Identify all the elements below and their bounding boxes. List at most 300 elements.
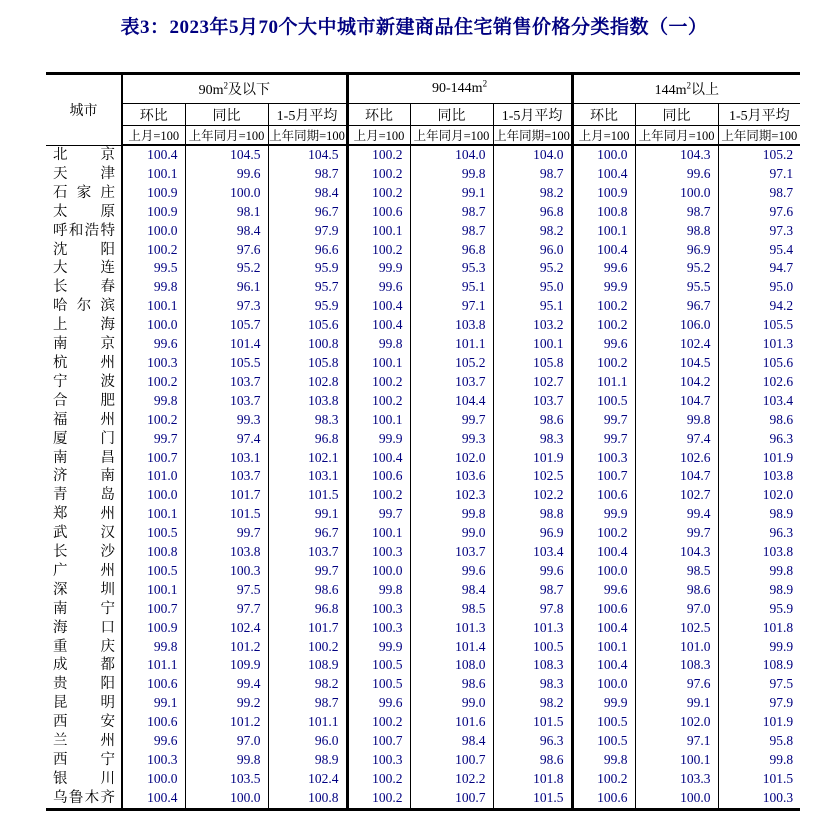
index-value: 100.2	[347, 165, 410, 184]
index-value: 97.1	[635, 732, 718, 751]
index-value: 98.7	[493, 165, 572, 184]
index-value: 97.6	[185, 241, 268, 260]
index-value: 100.7	[572, 467, 635, 486]
index-value: 97.6	[635, 675, 718, 694]
index-value: 99.7	[410, 411, 493, 430]
city-name: 哈尔滨	[53, 298, 115, 315]
table-row	[46, 789, 800, 809]
index-value: 95.1	[493, 297, 572, 316]
index-value: 98.7	[410, 222, 493, 241]
table-row	[46, 524, 800, 543]
city-name: 北京	[53, 146, 115, 163]
superscript: 2	[686, 80, 691, 91]
city-name: 银川	[53, 770, 115, 787]
index-value: 105.7	[185, 316, 268, 335]
table-row	[46, 467, 800, 486]
index-value: 100.7	[347, 732, 410, 751]
index-value: 100.4	[572, 656, 635, 675]
index-value: 99.0	[410, 694, 493, 713]
index-value: 98.4	[268, 184, 347, 203]
group-label-text: 90-144m	[432, 81, 483, 96]
subheader-yoy: 同比	[185, 104, 268, 126]
index-value: 99.4	[185, 675, 268, 694]
index-value: 99.6	[572, 581, 635, 600]
index-value: 102.4	[635, 335, 718, 354]
table-row	[46, 316, 800, 335]
index-value: 104.7	[635, 467, 718, 486]
city-name: 上海	[53, 317, 115, 334]
index-value: 103.4	[493, 543, 572, 562]
index-value: 100.7	[122, 600, 185, 619]
index-value: 96.8	[268, 430, 347, 449]
city-name: 杭州	[53, 354, 115, 371]
index-value: 100.2	[268, 638, 347, 657]
index-value: 102.8	[268, 373, 347, 392]
index-value: 99.4	[635, 505, 718, 524]
index-value: 101.5	[718, 770, 800, 789]
base-header-same-period-last-year: 上年同期=100	[268, 126, 347, 146]
index-value: 101.1	[410, 335, 493, 354]
index-value: 100.1	[347, 524, 410, 543]
superscript: 2	[482, 78, 488, 89]
index-value: 101.1	[572, 373, 635, 392]
index-value: 99.0	[410, 524, 493, 543]
index-value: 102.5	[493, 467, 572, 486]
index-value: 100.3	[347, 619, 410, 638]
index-value: 101.5	[185, 505, 268, 524]
index-value: 100.5	[122, 524, 185, 543]
index-value: 99.8	[122, 392, 185, 411]
index-value: 105.5	[185, 354, 268, 373]
index-value: 97.9	[268, 222, 347, 241]
city-name: 呼和浩特	[53, 222, 115, 239]
index-value: 98.7	[635, 203, 718, 222]
index-value: 100.3	[122, 354, 185, 373]
city-name: 昆明	[53, 695, 115, 712]
table-row	[46, 600, 800, 619]
index-value: 100.1	[347, 222, 410, 241]
index-value: 100.1	[347, 354, 410, 373]
table-row	[46, 656, 800, 675]
index-value: 100.3	[572, 449, 635, 468]
city-name: 成都	[53, 657, 115, 674]
table-row	[46, 619, 800, 638]
index-value: 104.0	[410, 145, 493, 165]
index-value: 96.8	[493, 203, 572, 222]
city-name: 南昌	[53, 449, 115, 466]
index-value: 102.0	[718, 486, 800, 505]
table-row	[46, 145, 800, 165]
index-value: 98.7	[410, 203, 493, 222]
index-value: 104.4	[410, 392, 493, 411]
index-value: 100.6	[572, 600, 635, 619]
index-value: 103.7	[185, 373, 268, 392]
base-header-same-period-last-year: 上年同期=100	[493, 126, 572, 146]
index-value: 99.9	[718, 638, 800, 657]
index-value: 100.4	[347, 297, 410, 316]
header-row-metrics	[46, 104, 800, 126]
index-value: 100.1	[572, 638, 635, 657]
index-value: 100.2	[347, 770, 410, 789]
index-value: 94.2	[718, 297, 800, 316]
index-value: 102.0	[410, 449, 493, 468]
group-label-text: 以上	[691, 83, 719, 98]
index-value: 100.2	[122, 411, 185, 430]
index-value: 99.3	[410, 430, 493, 449]
index-value: 99.9	[572, 694, 635, 713]
index-value: 101.6	[410, 713, 493, 732]
index-value: 99.9	[572, 278, 635, 297]
index-value: 98.6	[493, 411, 572, 430]
index-value: 96.7	[635, 297, 718, 316]
index-value: 100.6	[347, 467, 410, 486]
index-value: 95.9	[718, 600, 800, 619]
index-value: 100.1	[493, 335, 572, 354]
city-name: 石家庄	[53, 184, 115, 201]
table-row	[46, 713, 800, 732]
index-value: 101.7	[185, 486, 268, 505]
index-value: 103.8	[718, 467, 800, 486]
index-value: 101.3	[718, 335, 800, 354]
index-value: 97.5	[718, 675, 800, 694]
index-value: 104.5	[268, 145, 347, 165]
index-value: 100.9	[122, 203, 185, 222]
index-value: 100.1	[122, 165, 185, 184]
index-value: 104.7	[635, 392, 718, 411]
index-value: 103.1	[268, 467, 347, 486]
index-value: 99.9	[347, 638, 410, 657]
index-value: 104.3	[635, 543, 718, 562]
index-value: 103.8	[268, 392, 347, 411]
index-value: 96.1	[185, 278, 268, 297]
group-header-90-and-below	[122, 74, 347, 104]
index-value: 95.9	[268, 297, 347, 316]
index-value: 102.6	[635, 449, 718, 468]
index-value: 96.7	[268, 203, 347, 222]
index-value: 101.8	[718, 619, 800, 638]
index-value: 100.0	[635, 789, 718, 809]
index-value: 99.6	[493, 562, 572, 581]
group-label-text: 144m	[654, 83, 687, 98]
index-value: 98.6	[718, 411, 800, 430]
index-value: 98.7	[493, 581, 572, 600]
index-value: 99.8	[635, 411, 718, 430]
index-value: 100.8	[572, 203, 635, 222]
index-value: 98.2	[493, 222, 572, 241]
table-row	[46, 694, 800, 713]
index-value: 98.3	[493, 675, 572, 694]
index-value: 100.8	[268, 789, 347, 809]
city-name: 西安	[53, 714, 115, 731]
index-value: 98.8	[635, 222, 718, 241]
index-value: 100.7	[122, 449, 185, 468]
index-value: 101.1	[122, 656, 185, 675]
index-value: 95.8	[718, 732, 800, 751]
city-name: 太原	[53, 203, 115, 220]
index-value: 100.2	[347, 789, 410, 809]
city-name: 海口	[53, 619, 115, 636]
group-header-144-above	[572, 74, 800, 104]
table-row	[46, 297, 800, 316]
group-label-text: 90m	[198, 83, 224, 98]
index-value: 99.1	[268, 505, 347, 524]
index-value: 100.0	[185, 789, 268, 809]
index-value: 102.5	[635, 619, 718, 638]
index-value: 99.7	[572, 430, 635, 449]
index-value: 100.2	[572, 524, 635, 543]
superscript: 2	[223, 80, 228, 91]
index-value: 97.5	[185, 581, 268, 600]
index-value: 97.3	[718, 222, 800, 241]
city-name: 重庆	[53, 638, 115, 655]
index-value: 102.0	[635, 713, 718, 732]
index-value: 99.8	[185, 751, 268, 770]
base-header-prev-month: 上月=100	[572, 126, 635, 146]
index-value: 100.5	[122, 562, 185, 581]
index-value: 99.8	[718, 751, 800, 770]
index-value: 104.3	[635, 145, 718, 165]
index-value: 101.3	[493, 619, 572, 638]
city-name: 乌鲁木齐	[53, 789, 115, 806]
index-value: 103.2	[493, 316, 572, 335]
index-value: 105.8	[493, 354, 572, 373]
table-row	[46, 411, 800, 430]
index-value: 97.4	[635, 430, 718, 449]
index-value: 104.2	[635, 373, 718, 392]
index-value: 99.6	[572, 335, 635, 354]
index-value: 101.4	[410, 638, 493, 657]
index-value: 100.7	[410, 789, 493, 809]
city-name: 长沙	[53, 544, 115, 561]
table-row	[46, 165, 800, 184]
index-value: 101.0	[635, 638, 718, 657]
index-value: 99.7	[122, 430, 185, 449]
city-name: 广州	[53, 562, 115, 579]
index-value: 100.4	[572, 543, 635, 562]
index-value: 100.2	[347, 184, 410, 203]
index-value: 100.2	[347, 145, 410, 165]
index-value: 102.7	[635, 486, 718, 505]
index-value: 96.9	[635, 241, 718, 260]
index-value: 95.5	[635, 278, 718, 297]
table-row	[46, 335, 800, 354]
index-value: 102.3	[410, 486, 493, 505]
index-value: 103.7	[410, 543, 493, 562]
subheader-yoy: 同比	[410, 104, 493, 126]
index-value: 98.6	[410, 675, 493, 694]
city-name: 济南	[53, 468, 115, 485]
table-row	[46, 449, 800, 468]
index-value: 100.0	[347, 562, 410, 581]
index-value: 102.6	[718, 373, 800, 392]
subheader-avg: 1-5月平均	[493, 104, 572, 126]
index-value: 100.2	[572, 316, 635, 335]
table-row	[46, 222, 800, 241]
index-value: 99.6	[185, 165, 268, 184]
index-value: 100.4	[347, 449, 410, 468]
index-value: 99.6	[410, 562, 493, 581]
index-value: 101.9	[718, 713, 800, 732]
index-value: 99.9	[572, 505, 635, 524]
index-value: 100.4	[122, 789, 185, 809]
index-value: 100.2	[122, 241, 185, 260]
table-row	[46, 562, 800, 581]
table-row	[46, 241, 800, 260]
index-value: 98.9	[718, 581, 800, 600]
table-row	[46, 430, 800, 449]
table-row	[46, 505, 800, 524]
index-value: 96.8	[268, 600, 347, 619]
index-value: 95.2	[185, 259, 268, 278]
index-value: 98.8	[493, 505, 572, 524]
index-value: 100.1	[572, 222, 635, 241]
index-value: 99.8	[410, 165, 493, 184]
header-row-groups	[46, 74, 800, 104]
index-value: 98.2	[493, 184, 572, 203]
table-row	[46, 581, 800, 600]
index-value: 100.2	[572, 354, 635, 373]
index-value: 100.4	[572, 241, 635, 260]
index-value: 100.4	[347, 316, 410, 335]
city-name: 兰州	[53, 733, 115, 750]
index-value: 103.1	[185, 449, 268, 468]
index-value: 100.0	[122, 486, 185, 505]
index-value: 95.1	[410, 278, 493, 297]
group-label-text: 及以下	[227, 83, 270, 98]
index-value: 97.7	[185, 600, 268, 619]
index-value: 95.0	[718, 278, 800, 297]
index-value: 98.6	[635, 581, 718, 600]
index-value: 99.9	[347, 430, 410, 449]
index-value: 95.2	[635, 259, 718, 278]
city-name: 宁波	[53, 373, 115, 390]
index-value: 101.7	[268, 619, 347, 638]
base-header-same-period-last-year: 上年同期=100	[718, 126, 800, 146]
table-body	[46, 145, 800, 809]
index-value: 100.6	[122, 713, 185, 732]
index-value: 100.4	[572, 165, 635, 184]
index-value: 99.5	[122, 259, 185, 278]
index-value: 99.7	[268, 562, 347, 581]
index-value: 100.8	[122, 543, 185, 562]
index-value: 103.3	[635, 770, 718, 789]
city-name: 贵阳	[53, 676, 115, 693]
index-value: 94.7	[718, 259, 800, 278]
index-value: 101.3	[410, 619, 493, 638]
index-value: 101.5	[268, 486, 347, 505]
index-value: 104.0	[493, 145, 572, 165]
subheader-mom: 环比	[122, 104, 185, 126]
index-value: 98.4	[185, 222, 268, 241]
subheader-avg: 1-5月平均	[718, 104, 800, 126]
city-name: 武汉	[53, 525, 115, 542]
index-value: 101.9	[493, 449, 572, 468]
index-value: 105.6	[718, 354, 800, 373]
index-value: 108.9	[718, 656, 800, 675]
index-value: 108.3	[635, 656, 718, 675]
index-value: 100.1	[122, 581, 185, 600]
index-value: 98.9	[268, 751, 347, 770]
index-value: 100.2	[347, 241, 410, 260]
index-value: 100.9	[122, 184, 185, 203]
index-value: 103.7	[268, 543, 347, 562]
index-value: 96.3	[718, 430, 800, 449]
index-value: 97.0	[185, 732, 268, 751]
subheader-mom: 环比	[347, 104, 410, 126]
index-value: 97.4	[185, 430, 268, 449]
index-value: 100.0	[572, 675, 635, 694]
index-value: 99.8	[122, 638, 185, 657]
base-header-same-month-last-year: 上年同月=100	[635, 126, 718, 146]
index-value: 99.8	[122, 278, 185, 297]
subheader-mom: 环比	[572, 104, 635, 126]
index-value: 108.0	[410, 656, 493, 675]
index-value: 99.7	[185, 524, 268, 543]
index-value: 101.5	[493, 789, 572, 809]
index-value: 100.3	[122, 751, 185, 770]
index-value: 99.6	[572, 259, 635, 278]
index-value: 101.1	[268, 713, 347, 732]
index-value: 95.9	[268, 259, 347, 278]
index-value: 98.4	[410, 732, 493, 751]
column-header-city: 城市	[46, 74, 122, 146]
city-name: 福州	[53, 411, 115, 428]
index-value: 100.6	[122, 675, 185, 694]
index-value: 96.6	[268, 241, 347, 260]
index-value: 100.3	[347, 543, 410, 562]
group-header-90-144	[347, 74, 572, 104]
index-value: 95.3	[410, 259, 493, 278]
index-value: 100.9	[122, 619, 185, 638]
index-value: 106.0	[635, 316, 718, 335]
index-value: 97.9	[718, 694, 800, 713]
index-value: 99.6	[347, 278, 410, 297]
price-index-table	[46, 72, 800, 811]
index-value: 95.2	[493, 259, 572, 278]
index-value: 96.3	[718, 524, 800, 543]
index-value: 97.6	[718, 203, 800, 222]
index-value: 103.5	[185, 770, 268, 789]
index-value: 98.2	[493, 694, 572, 713]
index-value: 100.5	[572, 713, 635, 732]
index-value: 103.6	[410, 467, 493, 486]
index-value: 101.5	[493, 713, 572, 732]
index-value: 105.2	[718, 145, 800, 165]
index-value: 100.5	[347, 675, 410, 694]
table-row	[46, 259, 800, 278]
index-value: 99.8	[718, 562, 800, 581]
index-value: 100.6	[572, 486, 635, 505]
index-value: 99.1	[635, 694, 718, 713]
table-row	[46, 392, 800, 411]
index-value: 99.9	[347, 259, 410, 278]
index-value: 101.4	[185, 335, 268, 354]
index-value: 100.4	[122, 145, 185, 165]
index-value: 100.0	[122, 770, 185, 789]
index-value: 100.9	[572, 184, 635, 203]
city-name: 合肥	[53, 392, 115, 409]
city-name: 南京	[53, 336, 115, 353]
index-value: 99.3	[185, 411, 268, 430]
city-name: 郑州	[53, 506, 115, 523]
index-value: 103.8	[718, 543, 800, 562]
index-value: 101.2	[185, 713, 268, 732]
city-name: 沈阳	[53, 241, 115, 258]
index-value: 100.3	[718, 789, 800, 809]
index-value: 100.2	[347, 713, 410, 732]
index-value: 109.9	[185, 656, 268, 675]
header-row-base	[46, 126, 800, 146]
